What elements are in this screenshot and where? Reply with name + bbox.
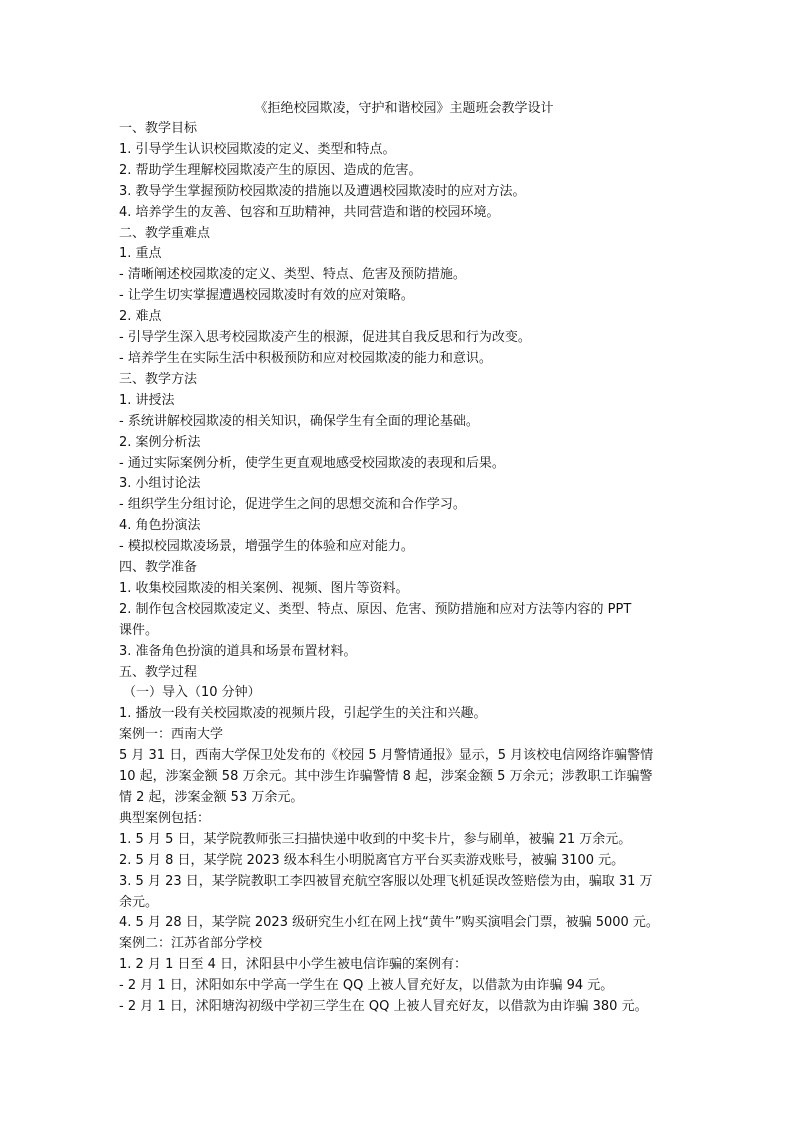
section-heading-process: 五、教学过程 [119, 664, 198, 680]
bullet-item: - 组织学生分组讨论，促进学生之间的思想交流和合作学习。 [119, 497, 466, 513]
method-heading: 1. 讲授法 [119, 392, 175, 408]
case-list-item: 4. 5 月 28 日，某学院 2023 级研究生小红在网上找“黄牛”购买演唱会门票，被骗 5000 元。 [119, 915, 659, 931]
section-heading-methods: 三、教学方法 [119, 371, 198, 387]
case-heading: 案例二：江苏省部分学校 [119, 936, 263, 952]
case-text: 10 起，涉案金额 58 万余元。其中涉生诈骗警情 8 起，涉案金额 5 万余元；涉教职工诈骗警 [119, 769, 653, 785]
objective-item: 4. 培养学生的友善、包容和互助精神，共同营造和谐的校园环境。 [119, 204, 500, 220]
bullet-item: - 2 月 1 日，沭阳如东中学高一学生在 QQ 上被人冒充好友，以借款为由诈骗 94 元。 [119, 978, 614, 994]
case-list-item: 3. 5 月 23 日，某学院教职工李四被冒充航空客服以处理飞机延误改签赔偿为由，骗取 31 万 [119, 873, 653, 889]
bullet-item: - 引导学生深入思考校园欺凌产生的根源，促进其自我反思和行为改变。 [119, 330, 531, 346]
method-heading: 4. 角色扮演法 [119, 518, 201, 534]
bullet-item: - 通过实际案例分析，使学生更直观地感受校园欺凌的表现和后果。 [119, 455, 505, 471]
section-heading-objectives: 一、教学目标 [119, 121, 198, 136]
objective-item: 1. 引导学生认识校园欺凌的定义、类型和特点。 [119, 141, 396, 157]
case-text: 情 2 起，涉案金额 53 万余元。 [119, 790, 304, 805]
method-heading: 3. 小组讨论法 [119, 476, 201, 492]
objective-item: 3. 教导学生掌握预防校园欺凌的措施以及遭遇校园欺凌时的应对方法。 [119, 183, 526, 199]
subheading-difficulty: 2. 难点 [119, 309, 162, 325]
preparation-item: 1. 收集校园欺凌的相关案例、视频、图片等资料。 [119, 580, 409, 596]
method-heading: 2. 案例分析法 [119, 434, 201, 450]
case-heading: 案例一：西南大学 [119, 727, 224, 743]
section-heading-key-points: 二、教学重难点 [119, 225, 211, 241]
objective-item: 2. 帮助学生理解校园欺凌产生的原因、造成的危害。 [119, 162, 422, 178]
bullet-item: - 系统讲解校园欺凌的相关知识，确保学生有全面的理论基础。 [119, 413, 479, 429]
case-list-item: 2. 5 月 8 日，某学院 2023 级本科生小明脱离官方平台买卖游戏账号，被骗 3100 元。 [119, 852, 625, 868]
bullet-item: - 2 月 1 日，沭阳塘沟初级中学初三学生在 QQ 上被人冒充好友，以借款为由诈骗 380 元。 [119, 999, 648, 1015]
subsection-heading-intro: （一）导入（10 分钟） [123, 685, 261, 701]
preparation-item: 3. 准备角色扮演的道具和场景布置材料。 [119, 643, 357, 659]
bullet-item: - 清晰阐述校园欺凌的定义、类型、特点、危害及预防措施。 [119, 267, 466, 283]
case-list-heading: 典型案例包括： [119, 810, 211, 826]
document-title: 《拒绝校园欺凌，守护和谐校园》主题班会教学设计 [254, 101, 554, 116]
case-list-item-continued: 余元。 [119, 894, 159, 910]
bullet-item: - 让学生切实掌握遭遇校园欺凌时有效的应对策略。 [119, 288, 414, 304]
case-list-item: 1. 2 月 1 日至 4 日，沭阳县中小学生被电信诈骗的案例有： [119, 957, 468, 973]
case-text: 5 月 31 日，西南大学保卫处发布的《校园 5 月警情通报》显示，5 月该校电信网络诈骗警情 [119, 748, 654, 764]
subheading-focus: 1. 重点 [119, 246, 162, 262]
bullet-item: - 培养学生在实际生活中积极预防和应对校园欺凌的能力和意识。 [119, 350, 492, 366]
process-item: 1. 播放一段有关校园欺凌的视频片段，引起学生的关注和兴趣。 [119, 706, 487, 722]
section-heading-preparation: 四、教学准备 [119, 560, 198, 576]
document-body [119, 99, 679, 1018]
preparation-item-continued: 课件。 [119, 622, 159, 638]
preparation-item: 2. 制作包含校园欺凌定义、类型、特点、原因、危害、预防措施和应对方法等内容的 PPT [119, 601, 632, 617]
bullet-item: - 模拟校园欺凌场景，增强学生的体验和应对能力。 [119, 539, 414, 555]
case-list-item: 1. 5 月 5 日，某学院教师张三扫描快递中收到的中奖卡片，参与刷单，被骗 21 万余元。 [119, 831, 632, 847]
